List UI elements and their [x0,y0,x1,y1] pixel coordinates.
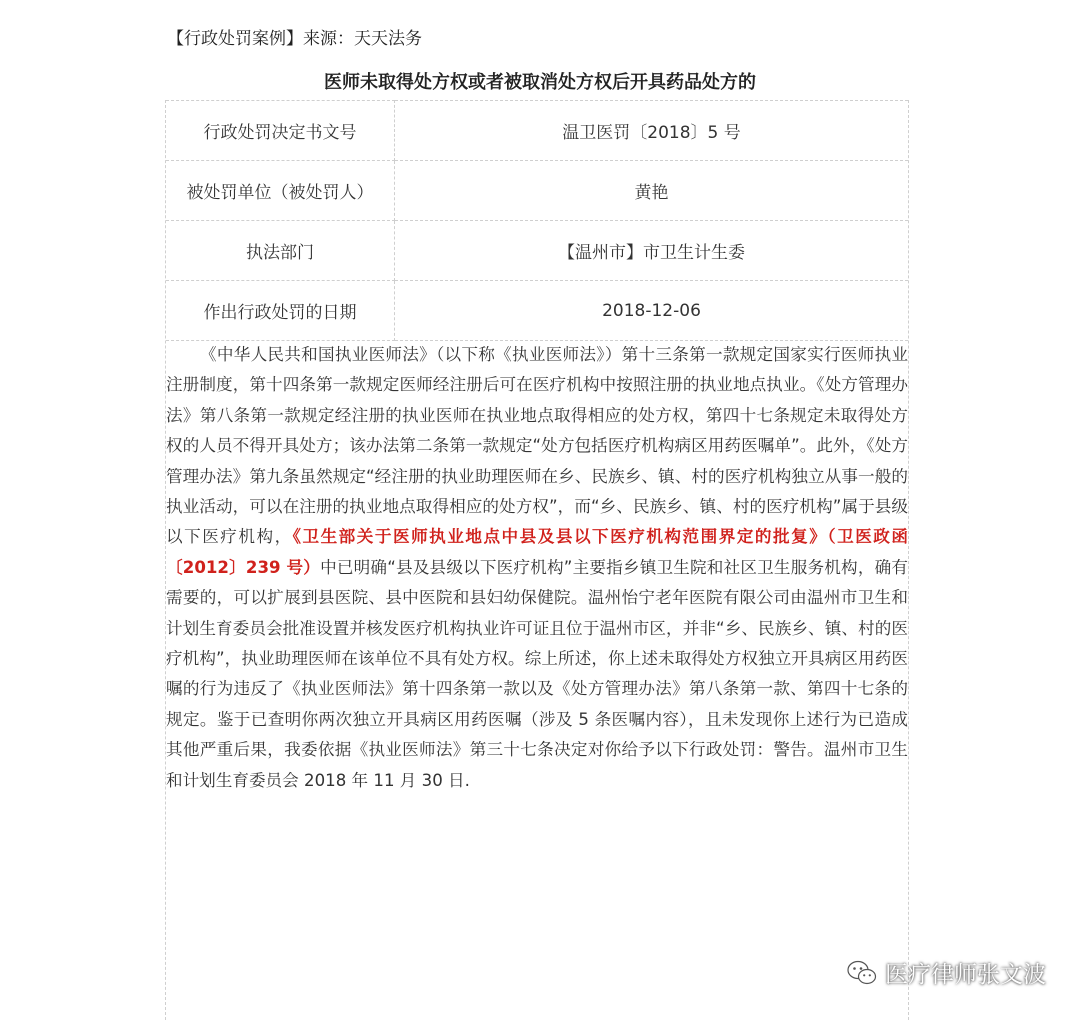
case-content-box [165,100,909,1020]
table-value-cell: 温卫医罚〔2018〕5 号 [395,101,909,161]
case-info-table [166,100,908,341]
table-row-enforcement-department [166,221,908,281]
table-label-cell: 执法部门 [166,221,395,281]
table-label-cell: 被处罚单位（被处罚人） [166,161,395,221]
table-value-cell: 【温州市】市卫生计生委 [395,221,909,281]
source-line: 【行政处罚案例】来源：天天法务 [167,29,422,49]
wechat-icon [847,960,877,986]
table-row-penalized-party [166,161,908,221]
case-title: 医师未取得处方权或者被取消处方权后开具药品处方的 [324,72,756,93]
table-value-cell: 黄艳 [395,161,909,221]
watermark-text: 医疗律师张文波 [885,962,1046,988]
table-label-cell: 作出行政处罚的日期 [166,281,395,341]
table-label-cell: 行政处罚决定书文号 [166,101,395,161]
body-text-part2: 中已明确“县及县级以下医疗机构”主要指乡镇卫生院和社区卫生服务机构，确有需要的，可以扩展到县医院、县中医院和县妇幼保健院。温州怡宁老年医院有限公司由温州市卫生和计划生育委员会批准设置并核发医疗机构执业许可证且位于温州市区，并非“乡、民族乡、镇、村的医疗机构”，执业助理医师在该单位不具有处方权。综上所述，你上述未取得处方权独立开具病区用药医嘱的行为违反了《执业医师法》第十四条第一款以及《处方管理办法》第八条第一款、第四十七条的规定。鉴于已查明你两次独立开具病区用药医嘱（涉及 5 条医嘱内容），且未发现你上述行为已造成其他严重后果，我委依据《执业医师法》第三十七条决定对你给予以下行政处罚：警告。温州市卫生和计划生育委员会 2018 年 11 月 30 日. [166,557,908,790]
table-row-decision-date [166,281,908,341]
case-body-paragraph [166,340,908,796]
body-text-part1: 《中华人民共和国执业医师法》（以下称《执业医师法》）第十三条第一款规定国家实行医师执业注册制度，第十四条第一款规定医师经注册后可在医疗机构中按照注册的执业地点执业。《处方管理办法》第八条第一款规定经注册的执业医师在执业地点取得相应的处方权，第四十七条规定未取得处方权的人员不得开具处方；该办法第二条第一款规定“处方包括医疗机构病区用药医嘱单”。此外，《处方管理办法》第九条虽然规定“经注册的执业助理医师在乡、民族乡、镇、村的医疗机构独立从事一般的执业活动，可以在注册的执业地点取得相应的处方权”，而“乡、民族乡、镇、村的医疗机构”属于县级以下医疗机构， [166,345,908,547]
table-value-cell: 2018-12-06 [395,281,909,341]
watermark [847,956,1046,989]
table-row-document-number [166,101,908,161]
body-highlight-reference: 《卫生部关于医师执业地点中县及县以下医疗机构范围界定的批复》（卫医政函〔2012〕239 号） [166,527,908,577]
